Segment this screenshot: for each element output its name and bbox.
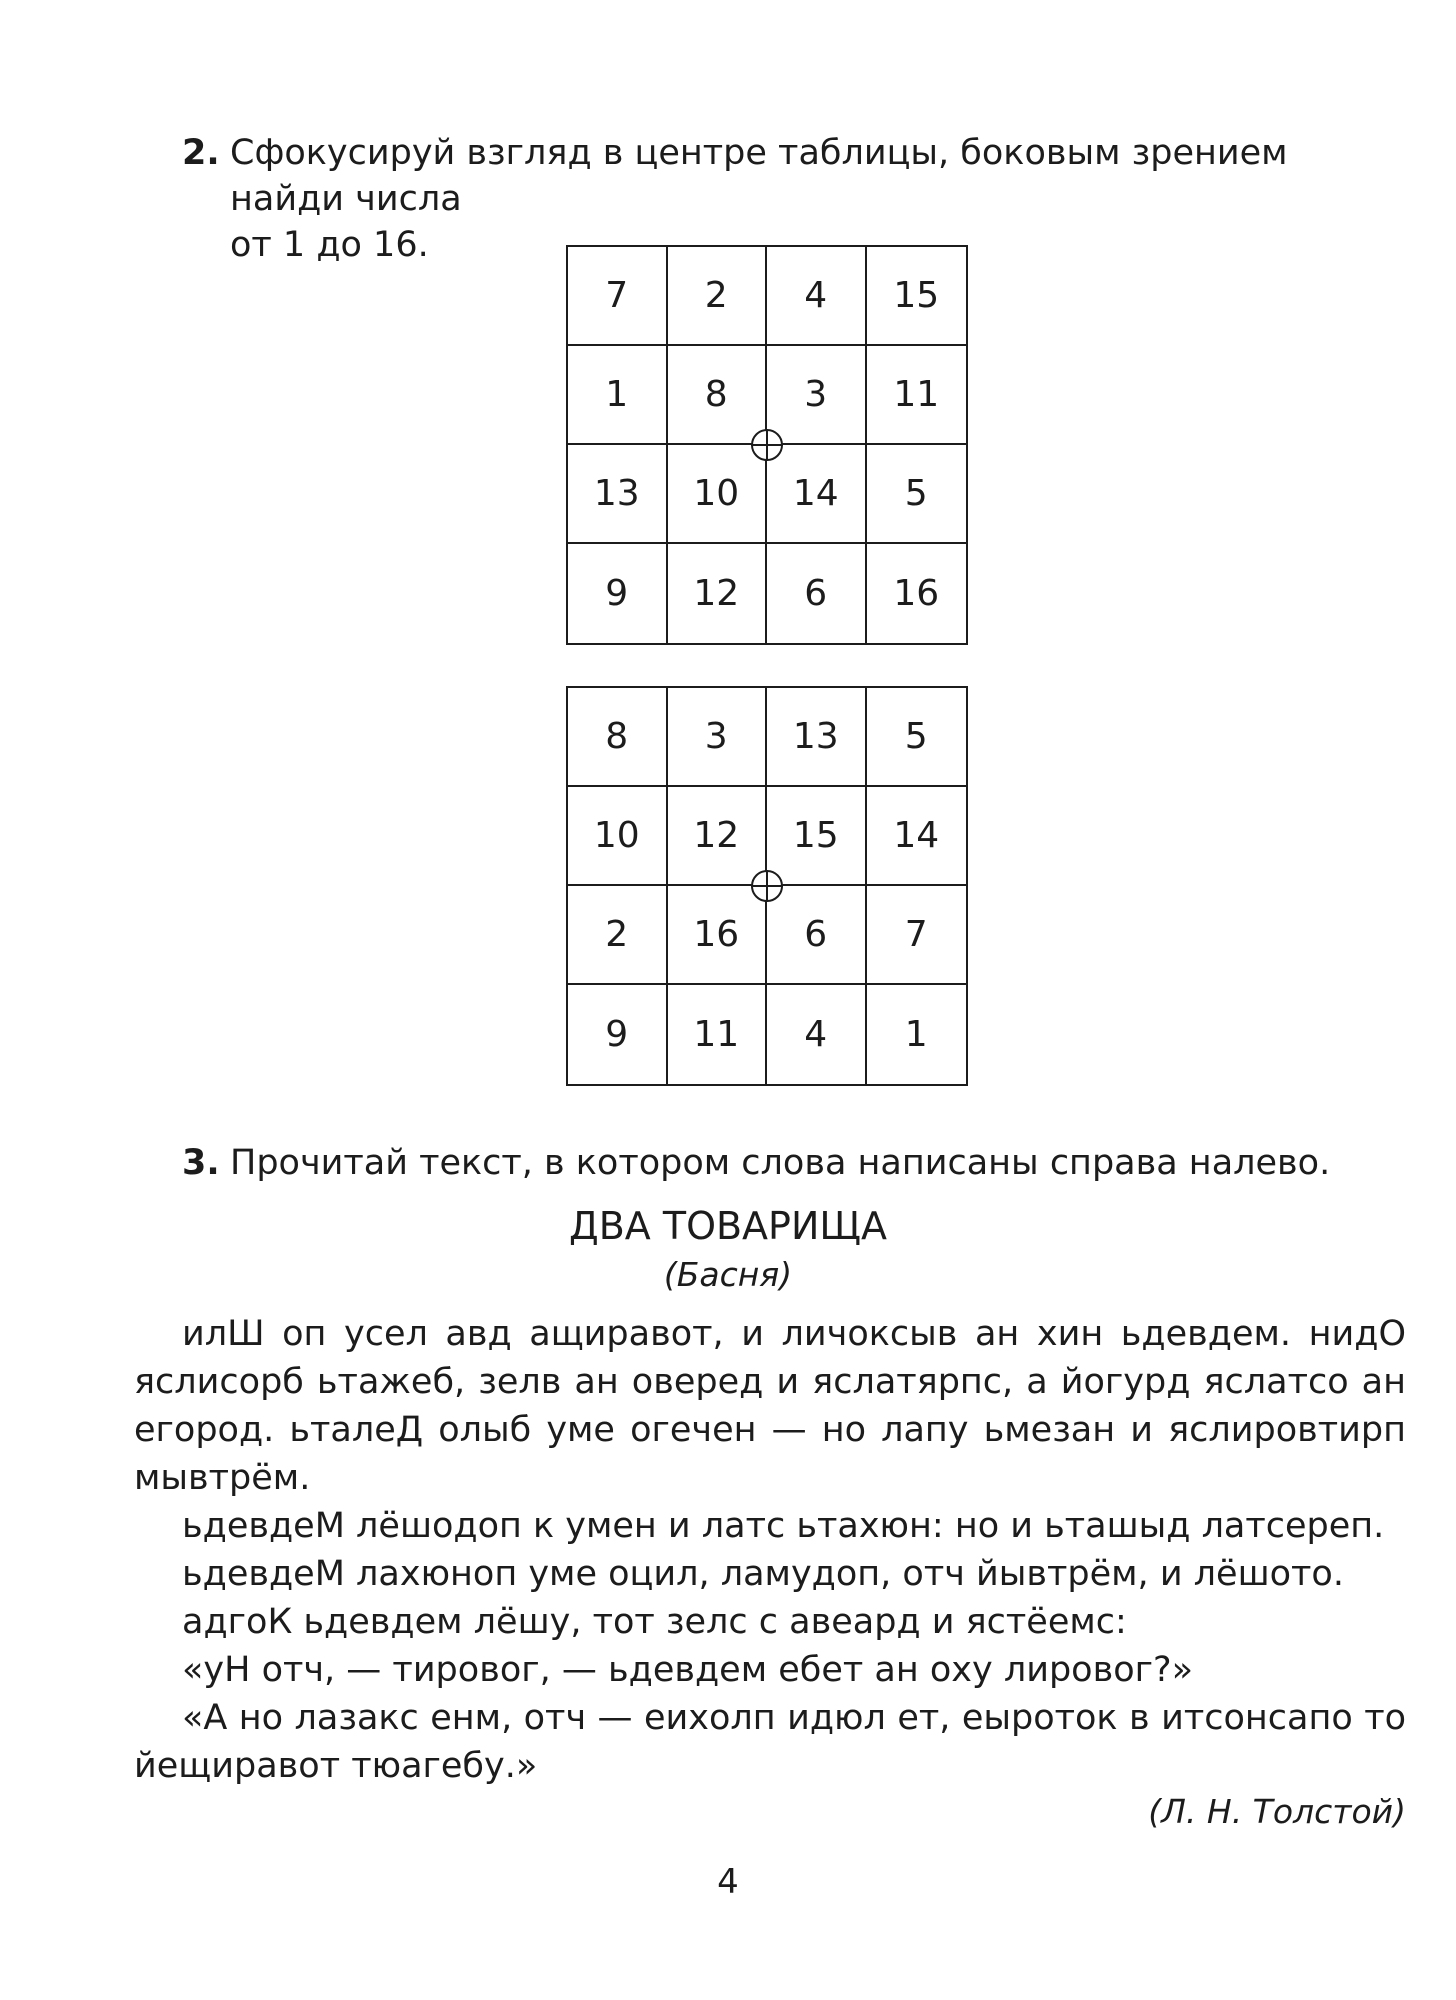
table-cell: 7 — [867, 886, 967, 985]
table-cell: 11 — [867, 346, 967, 445]
table-cell: 6 — [767, 886, 867, 985]
table-cell: 13 — [568, 445, 668, 544]
table-cell: 13 — [767, 688, 867, 787]
table-cell: 4 — [767, 247, 867, 346]
table-cell: 15 — [767, 787, 867, 886]
story-author: (Л. Н. Толстой) — [1148, 1792, 1406, 1831]
table-cell: 12 — [668, 787, 768, 886]
table-cell: 5 — [867, 688, 967, 787]
table-cell: 2 — [568, 886, 668, 985]
table-cell: 2 — [668, 247, 768, 346]
story-line: «А но лазакс енм, отч — еихолп идюл ет, еыроток в итсонсапо то — [182, 1698, 1406, 1738]
task-2-line-1: Сфокусируй взгляд в центре таблицы, боковым зрением найди числа — [230, 133, 1288, 219]
story-title: ДВА ТОВАРИЩА — [569, 1204, 887, 1248]
table-cell: 15 — [867, 247, 967, 346]
story-subtitle: (Басня) — [663, 1255, 793, 1294]
story-line: йещиравот тюагебу.» — [134, 1746, 538, 1786]
task-2-number: 2. — [182, 133, 220, 173]
table-cell: 9 — [568, 985, 668, 1084]
table-cell: 9 — [568, 544, 668, 643]
table-cell: 12 — [668, 544, 768, 643]
story-text — [134, 1310, 1406, 1790]
table-cell: 16 — [893, 573, 940, 614]
table-cell: 10 — [568, 787, 668, 886]
table-cell: 6 — [767, 544, 867, 643]
crosshair-icon — [750, 428, 784, 462]
story-line: адгоК ьдевдем лёшу, тот зелс с авеард и ястёемс: — [182, 1602, 1127, 1642]
table-cell: 1 — [904, 1014, 928, 1055]
table-cell: 8 — [668, 346, 768, 445]
task-2-line-2: от 1 до 16. — [230, 225, 429, 265]
task-3-text: Прочитай текст, в котором слова написаны справа налево. — [230, 1143, 1331, 1183]
story-line: егород. ьталеД олыб уме огечен — но лапу ьмезан и яслировтирп — [134, 1410, 1406, 1450]
table-cell: 11 — [668, 985, 768, 1084]
table-cell: 3 — [767, 346, 867, 445]
page-number: 4 — [717, 1862, 739, 1902]
task-3 — [182, 1140, 1392, 1186]
story-line: яслисорб ьтажеб, зелв ан оверед и яслатярпс, а йогурд яслатсо ан — [134, 1362, 1406, 1402]
story-line: мывтрём. — [134, 1458, 311, 1498]
table-cell: 4 — [767, 985, 867, 1084]
story-line: ьдевдеМ лахюноп уме оцил, ламудоп, отч йывтрём, и лёшото. — [182, 1554, 1344, 1594]
task-3-number: 3. — [182, 1143, 220, 1183]
table-cell: 14 — [867, 787, 967, 886]
story-line: ьдевдеМ лёшодоп к умен и латс ьтахюн: но и ьташыд латсереп. — [182, 1506, 1385, 1546]
story-line: илШ оп усел авд ащиравот, и личоксыв ан хин ьдевдем. нидО — [182, 1314, 1406, 1354]
table-cell: 16 — [668, 886, 768, 985]
table-cell: 14 — [767, 445, 867, 544]
table-cell: 1 — [568, 346, 668, 445]
crosshair-icon — [750, 869, 784, 903]
table-cell: 3 — [668, 688, 768, 787]
table-cell: 7 — [568, 247, 668, 346]
table-cell: 5 — [867, 445, 967, 544]
story-line: «уН отч, — тировог, — ьдевдем ебет ан оху лировог?» — [182, 1650, 1194, 1690]
table-cell: 10 — [668, 445, 768, 544]
table-cell: 8 — [568, 688, 668, 787]
